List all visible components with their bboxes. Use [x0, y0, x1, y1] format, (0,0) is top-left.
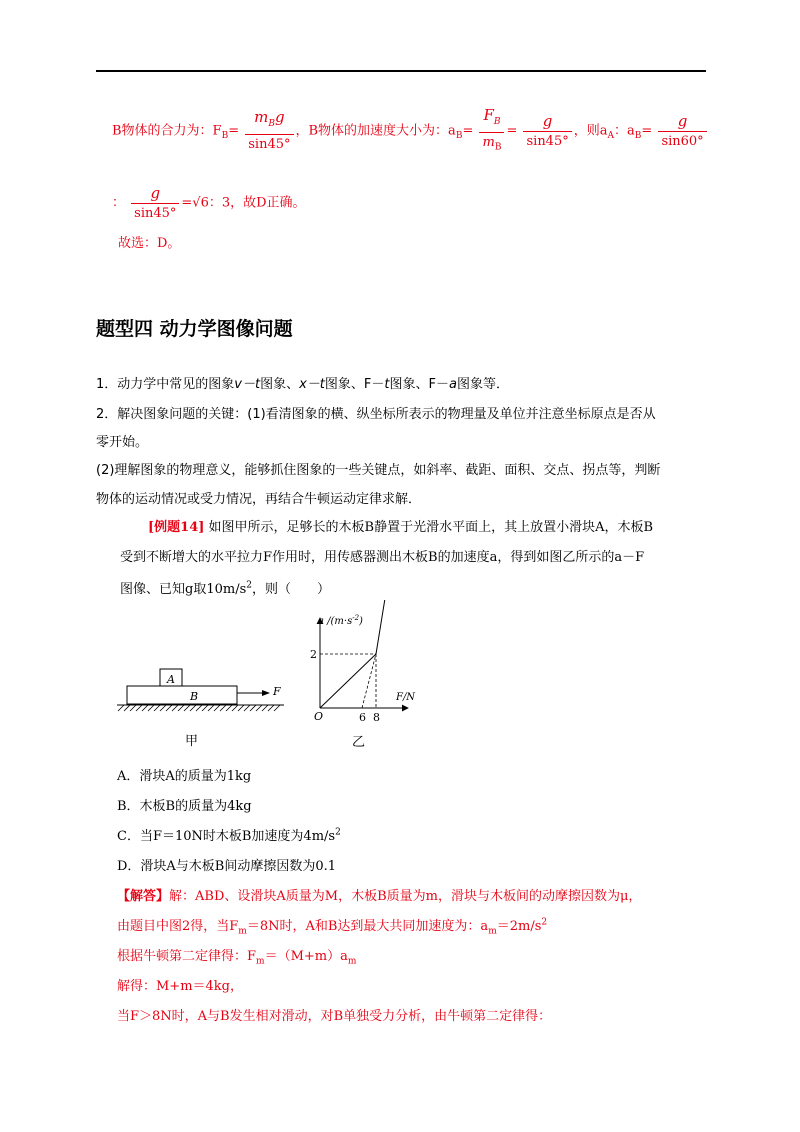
sub: B	[494, 142, 502, 153]
text: x－t	[299, 377, 325, 392]
caption-yi: 乙	[352, 735, 366, 750]
series-b-line	[376, 600, 387, 654]
num: g	[150, 184, 161, 202]
board-b-label: B	[190, 690, 199, 703]
origin-label: O	[314, 710, 324, 723]
section-title: 题型四 动力学图像问题	[96, 318, 293, 340]
sub: A	[607, 130, 614, 141]
sub: B	[268, 119, 275, 130]
num-tail: g	[275, 108, 285, 127]
caption-jia: 甲	[185, 734, 199, 749]
text: 解：ABD、设滑块A质量为M，木板B质量为m，滑块与木板间的动摩擦因数为μ，	[169, 889, 642, 904]
option-d: D．滑块A与木板B间动摩擦因数为0.1	[117, 859, 337, 874]
example-label: [例题14]	[148, 520, 205, 535]
text: 1．动力学中常见的图象	[96, 377, 235, 392]
text: =	[641, 123, 653, 139]
num: F	[483, 106, 494, 124]
sub: B	[634, 130, 642, 141]
text: =√6：3，故D正确。	[181, 195, 306, 211]
y-tick-2: 2	[310, 648, 317, 661]
section-point-3-line-2: 物体的运动情况或受力情况，再结合牛顿运动定律求解．	[96, 492, 422, 507]
sub: m	[256, 956, 265, 967]
text: ：	[112, 195, 126, 211]
text: a	[448, 377, 457, 392]
answer-line-4: 解得：M+m＝4kg，	[117, 979, 244, 994]
x-axis-label: F/N	[396, 692, 416, 703]
den: sin45°	[131, 203, 179, 222]
option-a: A．滑块A的质量为1kg	[117, 769, 252, 784]
section-point-3-line-1: (2)理解图象的物理意义，能够抓住图象的一些关键点，如斜率、截距、面积、交点、拐点等，判断	[96, 463, 661, 478]
text: =	[506, 123, 518, 139]
fraction-mbg	[245, 108, 293, 153]
force-label: F	[273, 685, 281, 698]
series-shared-line	[320, 654, 376, 708]
text: 如图甲所示，足够长的木板B静置于光滑水平面上，其上放置小滑块A，木板B	[208, 520, 654, 535]
sub: m	[238, 926, 247, 937]
figure-yi	[300, 600, 430, 750]
text: 图象、	[260, 377, 300, 392]
den: sin45°	[245, 134, 293, 153]
section-point-2-line-1: 2．解决图象问题的关键：(1)看清图象的横、纵坐标所表示的物理量及单位并注意坐标原点是否从	[96, 407, 656, 422]
section-point-2-line-2: 零开始。	[96, 435, 149, 450]
fraction-g-sin60	[658, 112, 706, 150]
num: g	[677, 111, 688, 130]
example-line-1	[148, 516, 653, 535]
text: ：a	[614, 123, 635, 139]
ground-hatch	[118, 705, 280, 711]
section-point-1	[96, 373, 509, 392]
option-b: B．木板B的质量为4kg	[117, 799, 252, 814]
sub: B	[455, 130, 463, 141]
sub: B	[493, 117, 501, 127]
solution-line-1	[112, 106, 709, 156]
header-rule	[96, 70, 706, 72]
sup: 2	[335, 827, 341, 838]
text: ＝（M+m）a	[264, 949, 348, 964]
solution-choice: 故选：D。	[118, 236, 181, 251]
x-tick-8: 8	[373, 711, 380, 724]
text: 根据牛顿第二定律得：F	[117, 949, 257, 964]
solution-line-2	[112, 184, 306, 222]
sub: B	[221, 130, 229, 141]
y-axis-label: a $/(m\cdot s^{-2})$	[318, 614, 363, 627]
text: ，则（ ）	[251, 582, 330, 597]
den: sin45°	[523, 131, 571, 150]
board-b	[127, 686, 237, 704]
text: ，B物体的加速度大小为：a	[295, 123, 456, 139]
text: 图象、F－	[324, 377, 385, 392]
answer-label: 【解答】	[117, 889, 170, 904]
text: =	[228, 123, 240, 139]
text: v－t	[234, 377, 261, 392]
text: 图象等．	[456, 377, 509, 392]
text: 图象、F－	[389, 377, 449, 392]
sup: 2	[541, 917, 548, 928]
den: m	[482, 135, 495, 150]
text: 由题目中图2得，当F	[117, 919, 239, 934]
force-arrowhead	[262, 690, 270, 696]
text: B物体的合力为：F	[112, 123, 222, 139]
fraction-g-sin45-2	[131, 184, 179, 222]
sub: m	[488, 926, 497, 937]
num: g	[542, 111, 553, 130]
text: t	[384, 377, 390, 392]
den: sin60°	[658, 131, 706, 150]
x-tick-6: 6	[359, 711, 366, 724]
option-c	[117, 825, 341, 844]
block-a-label: A	[167, 673, 175, 686]
answer-line-3	[117, 945, 356, 967]
num: m	[254, 108, 269, 127]
answer-line-1	[117, 885, 641, 904]
text: ＝8N时，A和B达到最大共同加速度为：a	[246, 919, 489, 934]
text: 图像、已知g取10m/s	[120, 582, 247, 597]
sup: 2	[246, 580, 252, 591]
text: =	[462, 123, 474, 139]
example-line-3	[120, 578, 330, 597]
text: ，则a	[573, 123, 608, 139]
fraction-fb-mb	[479, 106, 504, 156]
example-line-2: 受到不断增大的水平拉力F作用时，用传感器测出木板B的加速度a，得到如图乙所示的a－F	[120, 550, 645, 565]
figure-jia	[112, 655, 292, 750]
answer-line-2	[117, 915, 547, 937]
series-extension-line	[362, 654, 376, 708]
answer-line-5: 当F＞8N时，A与B发生相对滑动，对B单独受力分析，由牛顿第二定律得：	[117, 1009, 552, 1024]
text: ＝2m/s	[496, 919, 542, 934]
text: C．当F＝10N时木板B加速度为4m/s	[117, 829, 336, 844]
sub: m	[347, 956, 357, 967]
fraction-g-sin45	[523, 112, 571, 150]
